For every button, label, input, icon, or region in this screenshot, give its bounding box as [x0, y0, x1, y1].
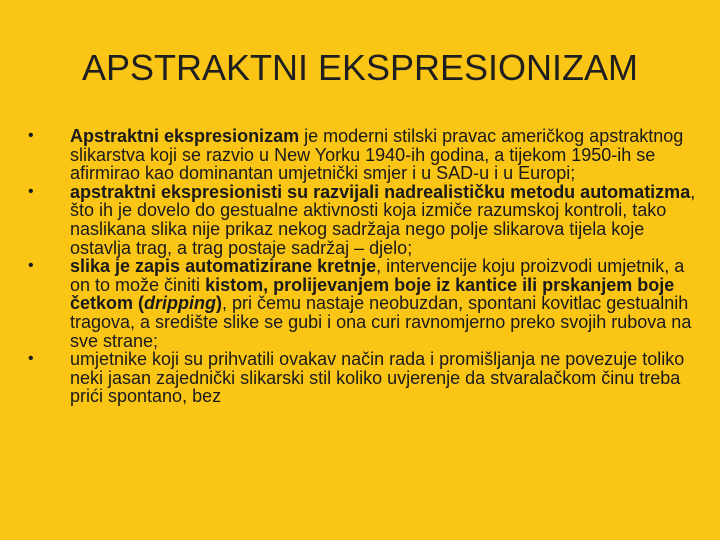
slide-title: APSTRAKTNI EKSPRESIONIZAM	[81, 47, 639, 88]
bullet-text-part: slika je zapis automatizirane kretnje	[70, 256, 377, 277]
bullet-list	[26, 127, 706, 406]
bullet-item	[26, 350, 706, 406]
bullet-glyph: •	[28, 127, 34, 144]
bullet-text-part: , što ih je dovelo do gestualne aktivnosti koja izmiče razumskoj kontroli, tako naslikana slika nije prikaz nekog sadržaja nego polje slikarova tijela koje ostavlja trag, a trag postaje sadržaj – djelo;	[70, 181, 696, 258]
bullet-item	[26, 257, 706, 350]
bullet-glyph: •	[28, 182, 34, 200]
bullet-text-part: Apstraktni ekspresionizam	[70, 126, 300, 146]
bullet-text-part: , pri čemu nastaje neobuzdan, spontani kovitlac gestualnih tragova, a središte slike se gubi i ona curi ravnomjerno preko svojih rubova na sve strane;	[70, 293, 692, 351]
bullet-text-part: , intervencije koju proizvodi umjetnik, a on to može činiti	[70, 256, 685, 295]
bullet-text-part: umjetnike koji su prihvatili ovakav način rada i promišljanja ne povezuje toliko neki jasan zajednički slikarski stil koliko uvjerenje da stvaralačkom činu treba prići spontano, bez	[70, 349, 685, 407]
bullet-item	[26, 127, 706, 183]
bullet-text-part: apstraktni ekspresionisti su razvijali nadrealističku metodu automatizma	[70, 181, 691, 202]
bullet-text-part: je moderni stilski pravac američkog apstraktnog slikarstva koji se razvio u New Yorku 1940-ih godina, a tijekom 1950-ih se afirmirao kao dominantan umjetnički smjer i u SAD-u i u Europi;	[70, 126, 684, 184]
bullet-glyph: •	[28, 257, 34, 275]
bullet-text-part: kistom, prolijevanjem boje iz kantice ili prskanjem boje četkom (	[70, 274, 675, 314]
bullet-text-part: dripping	[144, 293, 217, 314]
bullet-glyph: •	[28, 350, 34, 368]
bullet-item	[26, 183, 706, 257]
bullet-text-part: )	[216, 293, 223, 314]
